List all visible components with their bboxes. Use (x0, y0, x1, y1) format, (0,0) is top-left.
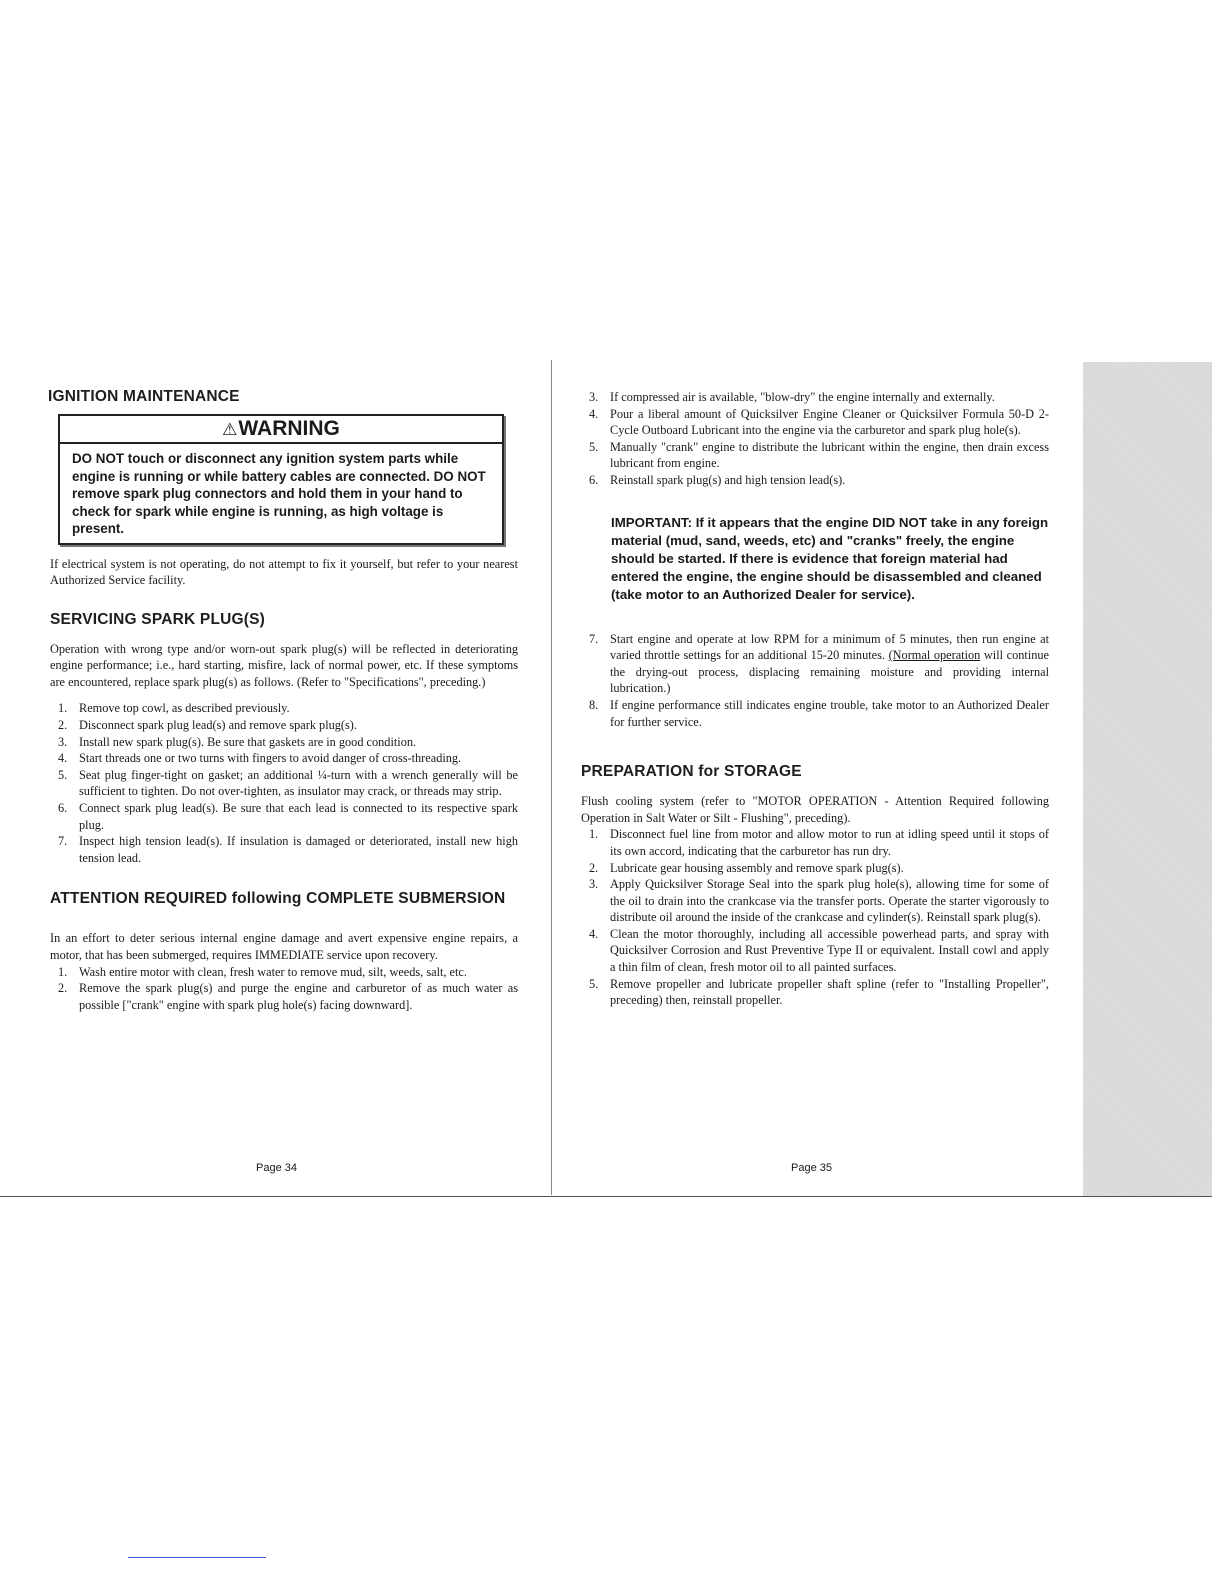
list-item-text: If compressed air is available, "blow-dry" the engine internally and externally. (610, 390, 995, 404)
list-item-number: 6. (589, 472, 599, 487)
submersion-steps (50, 964, 518, 1014)
list-item-number: 2. (58, 718, 68, 733)
list-item-text: Seat plug finger-tight on gasket; an additional ¼-turn with a wrench generally will be sufficient to tighten. Do not over-tighten, as insulator may crack, or threads may strip. (79, 767, 518, 799)
list-item (50, 717, 518, 734)
list-item (50, 800, 518, 833)
list-item-number: 3. (589, 390, 599, 404)
list-item-number: 7. (58, 834, 68, 849)
list-item-number: 2. (589, 860, 599, 875)
warning-header (60, 416, 502, 444)
list-item-text: Lubricate gear housing assembly and remove spark plug(s). (610, 860, 904, 875)
list-item-text: Pour a liberal amount of Quicksilver Engine Cleaner or Quicksilver Formula 50-D 2-Cycle Outboard Lubricant into the engine via the carburetor and spark plug hole(s). (610, 406, 1049, 438)
list-item-text: Start threads one or two turns with fingers to avoid danger of cross-threading. (79, 751, 462, 766)
list-item: 8. If engine performance still indicates engine trouble, take motor to an Authorized Dealer for further service. (589, 697, 1049, 729)
heading-preparation-storage: PREPARATION for STORAGE (581, 763, 802, 781)
warning-box (58, 414, 504, 545)
list-item-text: Wash entire motor with clean, fresh water to remove mud, silt, weeds, salt, etc. (79, 964, 467, 979)
list-item (581, 389, 1049, 406)
list-item (581, 826, 1049, 859)
submersion-intro: In an effort to deter serious internal engine damage and avert expensive engine repairs, a motor, that has been submerged, requires IMMEDIATE service upon recovery. (50, 931, 518, 962)
warning-title: WARNING (238, 417, 340, 440)
list-item: 7. Start engine and operate at low RPM for a minimum of 5 minutes, then run engine at varied throttle settings for an additional 15-20 minutes. (Normal operation will continue the drying-out process, displacing remaining moisture and providing internal lubrication.) (589, 631, 1050, 696)
list-item-number: 5. (589, 976, 599, 991)
electrical-note: If electrical system is not operating, do not attempt to fix it yourself, but refer to your nearest Authorized Service facility. (50, 556, 518, 588)
list-item (581, 860, 1049, 877)
list-item (581, 976, 1049, 1009)
list-item (50, 767, 518, 800)
list-item-number: 6. (58, 801, 68, 816)
list-item-text: Remove propeller and lubricate propeller shaft spline (refer to "Installing Propeller", preceding) then, reinstall propeller. (610, 976, 1049, 1008)
page-number-35: Page 35 (791, 1162, 832, 1174)
list-item (50, 734, 518, 751)
list-item-number: 1. (58, 701, 68, 716)
storage-steps (581, 826, 1049, 1009)
scan-shadow-edge (1083, 362, 1212, 1196)
list-item-number: 1. (589, 827, 599, 842)
warning-triangle-icon: ⚠ (222, 420, 238, 439)
list-item (581, 926, 1049, 976)
page-fold-divider (551, 360, 552, 1195)
page-number-34: Page 34 (256, 1162, 297, 1174)
list-item-text: Remove top cowl, as described previously. (79, 701, 290, 716)
list-item (581, 472, 1049, 489)
submersion-steps-continued (581, 389, 1049, 489)
heading-attention-submersion: ATTENTION REQUIRED following COMPLETE SUBMERSION (50, 890, 506, 908)
list-item-number: 5. (589, 439, 599, 454)
page-34 (50, 388, 518, 1013)
important-notice: IMPORTANT: If it appears that the engine DID NOT take in any foreign material (mud, sand, weeds, etc) and "cranks" freely, the engine should be started. If there is evidence that foreign material had entered the engine, the engine should be disassembled and cleaned (take motor to an Authorized Dealer for service). (611, 514, 1049, 602)
scan-bottom-edge (0, 1196, 1212, 1197)
list-item (581, 876, 1049, 926)
list-item-text: Disconnect spark plug lead(s) and remove spark plug(s). (79, 718, 357, 733)
submersion-steps-final (581, 631, 1049, 731)
list-item (50, 980, 518, 1013)
list-item-number: 3. (589, 877, 599, 892)
list-item-text: Clean the motor thoroughly, including all accessible powerhead parts, and spray with Quicksilver Corrosion and Rust Preventive Type II or equivalent. Install cowl and apply a thin film of clean, fresh motor oil to all painted surfaces. (610, 926, 1049, 975)
list-item (50, 700, 518, 717)
list-item (50, 833, 518, 866)
list-item-number: 4. (589, 926, 599, 941)
link-underline (128, 1557, 266, 1558)
list-item-number: 2. (58, 981, 68, 996)
list-item (50, 750, 518, 767)
list-item-text: Disconnect fuel line from motor and allow motor to run at idling speed until it stops of its own accord, indicating that the carburetor has run dry. (610, 827, 1049, 858)
list-item-number: 4. (589, 406, 599, 421)
list-item-number: 1. (58, 964, 68, 979)
spark-plug-steps (50, 700, 518, 866)
list-item-number: 5. (58, 767, 68, 782)
list-item (581, 406, 1049, 439)
warning-text: DO NOT touch or disconnect any ignition system parts while engine is running or while battery cables are connected. DO NOT remove spark plug connectors and hold them in your hand to check for spark while engine is running, as high voltage is present. (72, 451, 486, 536)
page-35 (581, 389, 1049, 1009)
heading-servicing-spark-plugs: SERVICING SPARK PLUG(S) (50, 610, 266, 628)
list-item-number: 3. (58, 734, 68, 749)
spark-plug-intro: Operation with wrong type and/or worn-out spark plug(s) will be reflected in deteriorating engine performance; i.e., hard starting, misfire, lack of normal power, etc. If these symptoms are encountered, replace spark plug(s) as follows. (Refer to "Specifications", preceding.) (50, 641, 518, 689)
list-item-text: Connect spark plug lead(s). Be sure that each lead is connected to its respective spark plug. (79, 801, 518, 832)
list-item-text: Install new spark plug(s). Be sure that gaskets are in good condition. (79, 734, 417, 749)
list-item-text: Remove the spark plug(s) and purge the engine and carburetor of as much water as possible ["crank" engine with spark plug hole(s) facing downward]. (79, 981, 518, 1012)
heading-ignition-maintenance: IGNITION MAINTENANCE (48, 388, 240, 405)
storage-intro: Flush cooling system (refer to "MOTOR OPERATION - Attention Required following Operation in Salt Water or Silt - Flushing", preceding). (581, 794, 1049, 825)
list-item (581, 439, 1049, 472)
list-item-text: Apply Quicksilver Storage Seal into the spark plug hole(s), allowing time for some of the oil to drain into the crankcase via the transfer ports. Operate the starter vigorously to distribute oil around the inside of the crankcase and cylinder(s). Reinstall spark plug(s). (610, 877, 1049, 925)
list-item (50, 964, 518, 981)
list-item-text: Reinstall spark plug(s) and high tension lead(s). (610, 472, 846, 487)
list-item-number: 4. (58, 751, 68, 766)
list-item-text: Manually "crank" engine to distribute the lubricant within the engine, then drain excess lubricant from engine. (610, 439, 1049, 471)
list-item-text: Inspect high tension lead(s). If insulation is damaged or deteriorated, install new high tension lead. (79, 834, 518, 865)
